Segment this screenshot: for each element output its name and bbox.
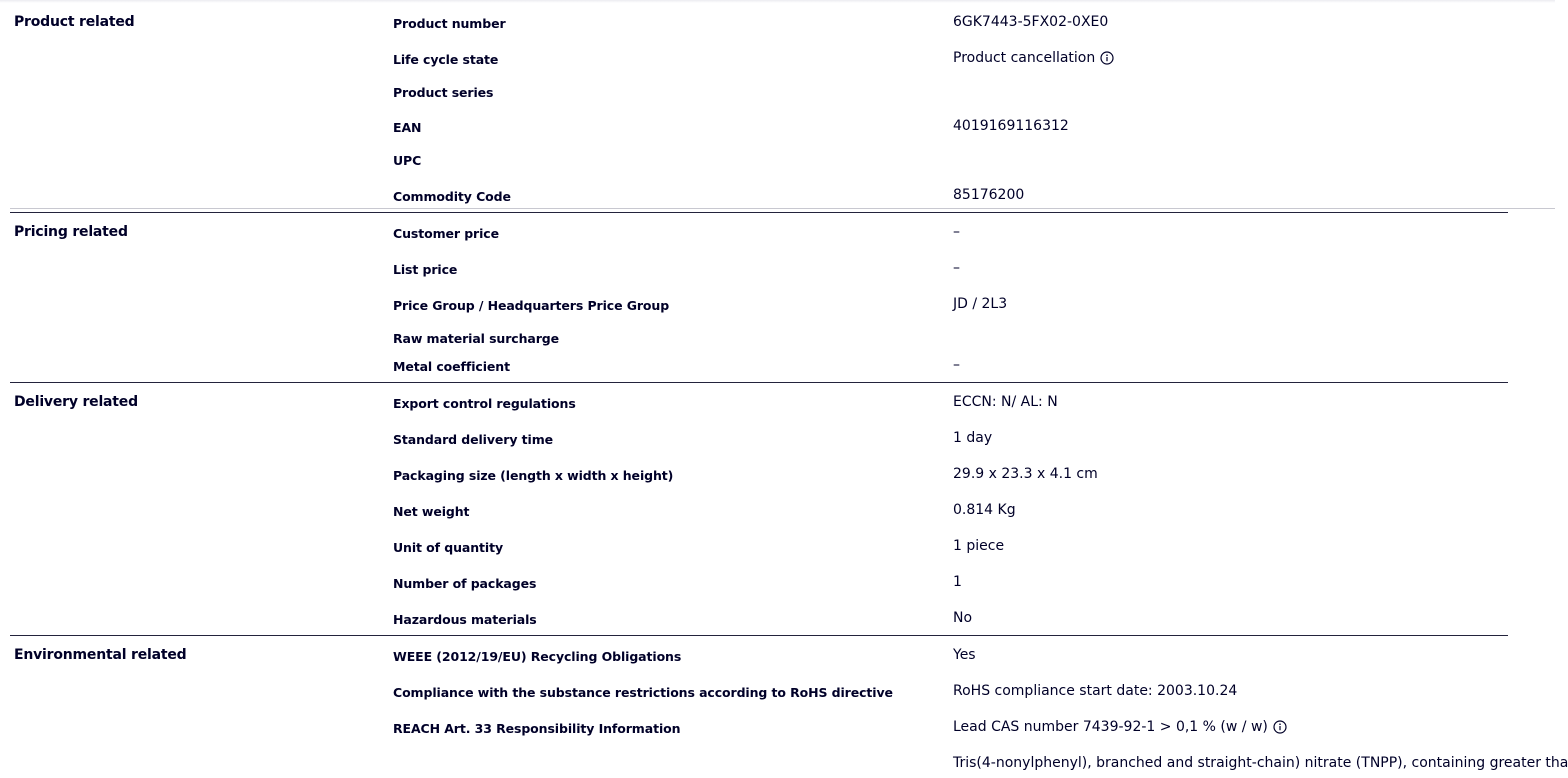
value-reach-tnpp: Tris(4-nonylphenyl), branched and straight-chain) nitrate (TNPP), containing greater tha <box>953 755 1568 771</box>
value-reach-lead: Lead CAS number 7439-92-1 > 0,1 % (w / w) <box>953 719 1287 735</box>
label-number-of-packages: Number of packages <box>393 576 537 591</box>
label-metal-coefficient: Metal coefficient <box>393 359 510 374</box>
value-unit-of-quantity: 1 piece <box>953 538 1005 554</box>
info-circle-icon[interactable] <box>1100 51 1114 65</box>
section-divider <box>10 212 1508 213</box>
value-customer-price: – <box>953 224 960 240</box>
label-unit-of-quantity: Unit of quantity <box>393 540 504 555</box>
value-hazardous-materials: No <box>953 610 973 626</box>
info-circle-icon[interactable] <box>1273 720 1287 734</box>
label-commodity-code: Commodity Code <box>393 189 511 204</box>
value-packaging-size: 29.9 x 23.3 x 4.1 cm <box>953 466 1098 482</box>
label-life-cycle-state: Life cycle state <box>393 52 499 67</box>
label-raw-material-surcharge: Raw material surcharge <box>393 331 560 346</box>
section-divider <box>10 635 1508 636</box>
label-product-series: Product series <box>393 85 494 100</box>
value-export-control: ECCN: N/ AL: N <box>953 394 1058 410</box>
label-export-control: Export control regulations <box>393 396 576 411</box>
label-upc: UPC <box>393 153 422 168</box>
value-standard-delivery-time: 1 day <box>953 430 993 446</box>
label-reach: REACH Art. 33 Responsibility Information <box>393 721 681 736</box>
label-product-number: Product number <box>393 16 506 31</box>
label-net-weight: Net weight <box>393 504 470 519</box>
label-standard-delivery-time: Standard delivery time <box>393 432 554 447</box>
section-title-delivery: Delivery related <box>14 394 138 410</box>
label-customer-price: Customer price <box>393 226 499 241</box>
value-number-of-packages: 1 <box>953 574 962 590</box>
label-ean: EAN <box>393 120 422 135</box>
value-net-weight: 0.814 Kg <box>953 502 1016 518</box>
label-weee: WEEE (2012/19/EU) Recycling Obligations <box>393 649 682 664</box>
value-product-number: 6GK7443-5FX02-0XE0 <box>953 14 1109 30</box>
section-title-pricing: Pricing related <box>14 224 128 240</box>
divider-light <box>10 208 1555 209</box>
label-packaging-size: Packaging size (length x width x height) <box>393 468 674 483</box>
label-hazardous-materials: Hazardous materials <box>393 612 537 627</box>
label-price-group: Price Group / Headquarters Price Group <box>393 298 670 313</box>
label-list-price: List price <box>393 262 458 277</box>
value-metal-coefficient: – <box>953 357 960 373</box>
label-rohs-compliance: Compliance with the substance restrictions according to RoHS directive <box>393 685 893 700</box>
value-list-price: – <box>953 260 960 276</box>
value-commodity-code: 85176200 <box>953 187 1025 203</box>
value-rohs-compliance: RoHS compliance start date: 2003.10.24 <box>953 683 1238 699</box>
section-divider <box>10 382 1508 383</box>
section-title-environmental: Environmental related <box>14 647 187 663</box>
top-edge-shadow <box>0 0 1555 3</box>
value-life-cycle-state: Product cancellation <box>953 50 1114 66</box>
value-weee: Yes <box>953 647 976 663</box>
value-price-group: JD / 2L3 <box>953 296 1008 312</box>
section-title-product: Product related <box>14 14 135 30</box>
value-ean: 4019169116312 <box>953 118 1069 134</box>
